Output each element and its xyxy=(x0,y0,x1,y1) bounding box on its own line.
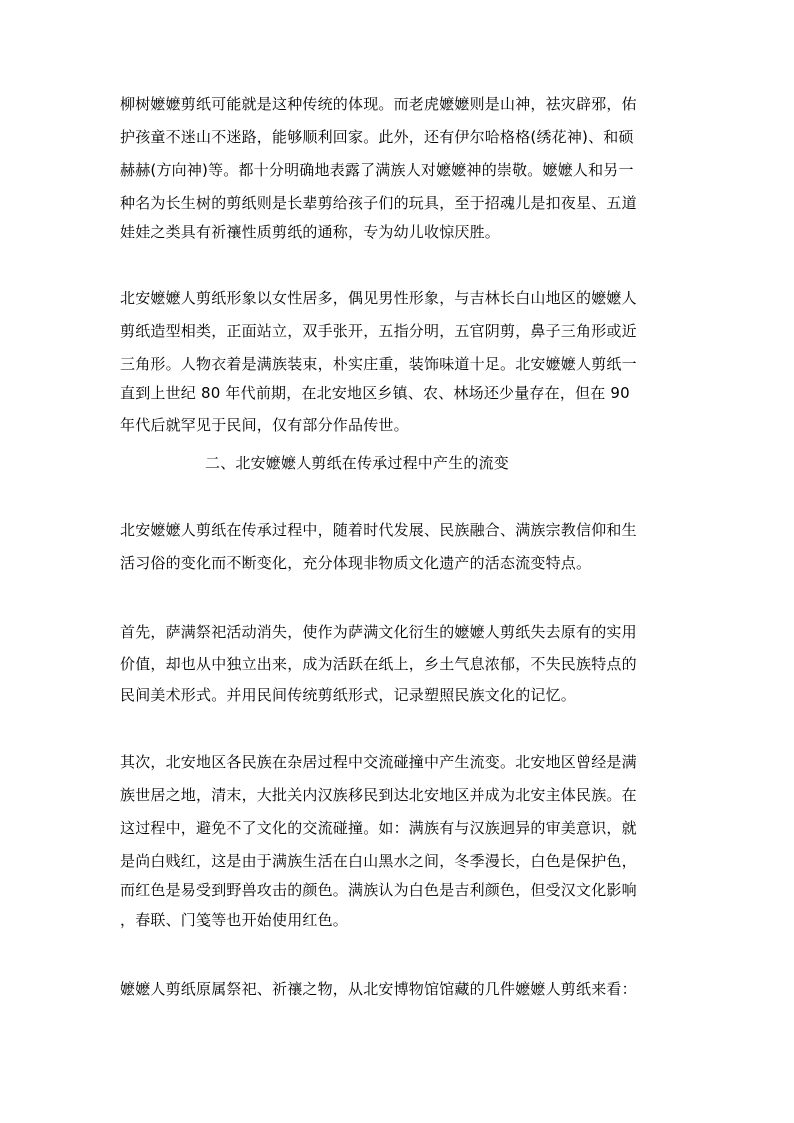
text-line: 首先，萨满祭祀活动消失，使作为萨满文化衍生的嬷嬷人剪纸失去原有的实用 xyxy=(120,623,637,641)
text-line: 其次，北安地区各民族在杂居过程中交流碰撞中产生流变。北安地区曾经是满 xyxy=(120,753,637,771)
text-line: 嬷嬷人剪纸原属祭祀、祈禳之物，从北安博物馆馆藏的几件嬷嬷人剪纸来看： xyxy=(120,980,637,998)
text-line: 三角形。人物衣着是满族装束，朴实庄重，装饰味道十足。北安嬷嬷人剪纸一 xyxy=(120,355,637,373)
text-line: 北安嬷嬷人剪纸在传承过程中，随着时代发展、民族融合、满族宗教信仰和生 xyxy=(120,521,637,539)
text-line: 年代后就罕见于民间，仅有部分作品传世。 xyxy=(120,416,409,434)
text-line: 护孩童不迷山不迷路，能够顺利回家。此外，还有伊尔哈格格(绣花神)、和硕 xyxy=(120,128,634,146)
text-line: 北安嬷嬷人剪纸形象以女性居多，偶见男性形象，与吉林长白山地区的嬷嬷人 xyxy=(120,289,637,307)
text-line: 活习俗的变化而不断变化，充分体现非物质文化遗产的活态流变特点。 xyxy=(120,554,592,572)
text-line: 价值，却也从中独立出来，成为活跃在纸上，乡土气息浓郁，不失民族特点的 xyxy=(120,655,637,673)
text-line: 是尚白贱红，这是由于满族生活在白山黑水之间，冬季漫长，白色是保护色， xyxy=(120,852,637,870)
section-heading: 二、北安嬷嬷人剪纸在传承过程中产生的流变 xyxy=(205,454,510,472)
text-line: 柳树嬷嬷剪纸可能就是这种传统的体现。而老虎嬷嬷则是山神，祛灾辟邪，佑 xyxy=(120,95,637,113)
text-line: 而红色是易受到野兽攻击的颜色。满族认为白色是吉利颜色，但受汉文化影响 xyxy=(120,881,637,899)
text-line: 娃娃之类具有祈禳性质剪纸的通称，专为幼儿收惊厌胜。 xyxy=(120,223,501,241)
text-line: 族世居之地，清末，大批关内汉族移民到达北安地区并成为北安主体民族。在 xyxy=(120,786,637,804)
text-line: 剪纸造型相类，正面站立，双手张开，五指分明，五官阴剪，鼻子三角形或近 xyxy=(120,322,637,340)
text-line: 种名为长生树的剪纸则是长辈剪给孩子们的玩具，至于招魂儿是扣夜星、五道 xyxy=(120,194,637,212)
text-line: 直到上世纪 80 年代前期，在北安地区乡镇、农、林场还少量存在，但在 90 xyxy=(120,384,630,402)
text-line: 民间美术形式。并用民间传统剪纸形式，记录塑照民族文化的记忆。 xyxy=(120,686,577,704)
text-line: 这过程中，避免不了文化的交流碰撞。如：满族有与汉族迥异的审美意识，就 xyxy=(120,819,637,837)
text-line: 赫赫(方向神)等。都十分明确地表露了满族人对嬷嬷神的崇敬。嬷嬷人和另一 xyxy=(120,161,634,179)
text-line: ，春联、门笺等也开始使用红色。 xyxy=(120,911,349,929)
